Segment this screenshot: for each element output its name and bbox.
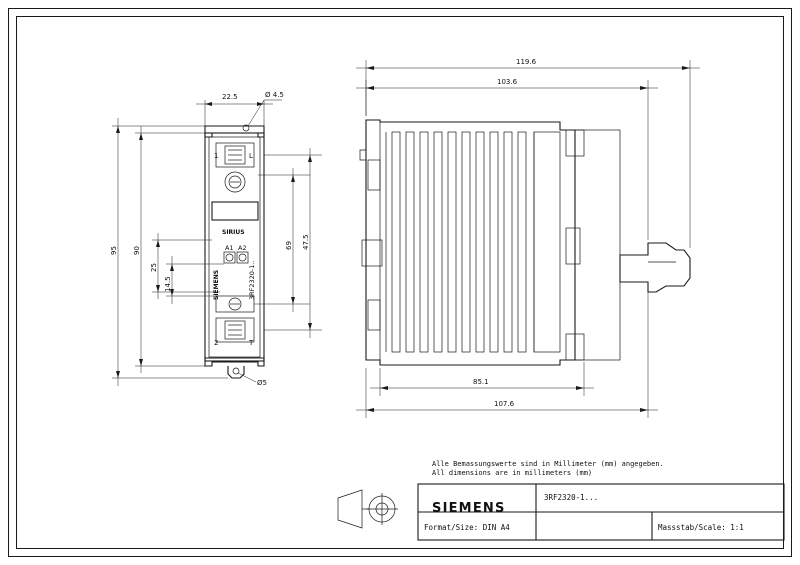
dimension-notes (432, 460, 664, 477)
note-line-german: Alle Bemassungswerte sind in Millimeter (mm) angegeben. (432, 460, 664, 468)
dim-height-69: 47.5 (302, 234, 310, 250)
front-view-top-tab (205, 126, 264, 137)
side-view-left-block-top (368, 160, 380, 190)
terminal-bottom-label: 2 (214, 339, 219, 347)
title-block-format: Format/Size: DIN A4 (424, 523, 510, 532)
front-label-strip (212, 202, 258, 220)
side-view-control-terminal (566, 228, 580, 264)
dim-hole-diameter-top: Ø 4.5 (265, 91, 284, 99)
dim-depth-85-1: 85.1 (473, 378, 489, 386)
control-terminal-a1-label: A1 (225, 244, 234, 252)
side-view-left-block-mid (362, 240, 382, 266)
front-view (110, 91, 322, 387)
side-view-heatsink-base (534, 132, 560, 352)
title-block (418, 484, 784, 540)
product-family-label: SIRIUS (222, 229, 245, 236)
side-view-left-detail-top (360, 150, 366, 160)
brand-vertical-label: SIEMENS (213, 269, 220, 300)
terminal-bottom-mark: T (249, 339, 254, 347)
terminal-top-label: 1 (214, 152, 219, 160)
dim-height-47-5: 69 (285, 241, 293, 250)
side-view (356, 58, 700, 418)
dim-overall-depth-119-6: 119.6 (516, 58, 537, 66)
control-terminal-a1-box (224, 252, 235, 263)
projection-symbol (338, 490, 398, 528)
control-terminal-a2-box (237, 252, 248, 263)
title-block-brand: SIEMENS (432, 501, 506, 516)
title-block-scale: Massstab/Scale: 1:1 (658, 523, 744, 532)
heatsink-fins (392, 132, 526, 352)
side-view-left-block-bottom (368, 300, 380, 330)
front-view-bottom-tab (205, 358, 264, 366)
dim-height-25: 25 (150, 263, 158, 272)
control-terminal-a2-label: A2 (238, 244, 247, 252)
note-line-english: All dimensions are in millimeters (mm) (432, 469, 593, 477)
control-terminals (224, 244, 248, 263)
front-view-body-inner (209, 137, 260, 357)
side-view-body (366, 120, 575, 365)
dim-width-22-5: 22.5 (222, 93, 238, 101)
dim-depth-103-6: 103.6 (497, 78, 518, 86)
dim-depth-107-6: 107.6 (494, 400, 515, 408)
side-view-housing (575, 130, 620, 360)
dim-hole-diameter-bottom: Ø5 (257, 379, 267, 387)
type-vertical-label: 3RF2320-1.. (248, 260, 256, 300)
title-block-part-number: 3RF2320-1... (544, 493, 599, 502)
din-rail-clip (620, 243, 690, 292)
dim-overall-height-95: 95 (110, 246, 118, 255)
dim-mounting-height-90: 90 (133, 246, 141, 255)
dim-height-14-5: 14.5 (164, 276, 172, 292)
terminal-top-mark: L (249, 152, 253, 160)
